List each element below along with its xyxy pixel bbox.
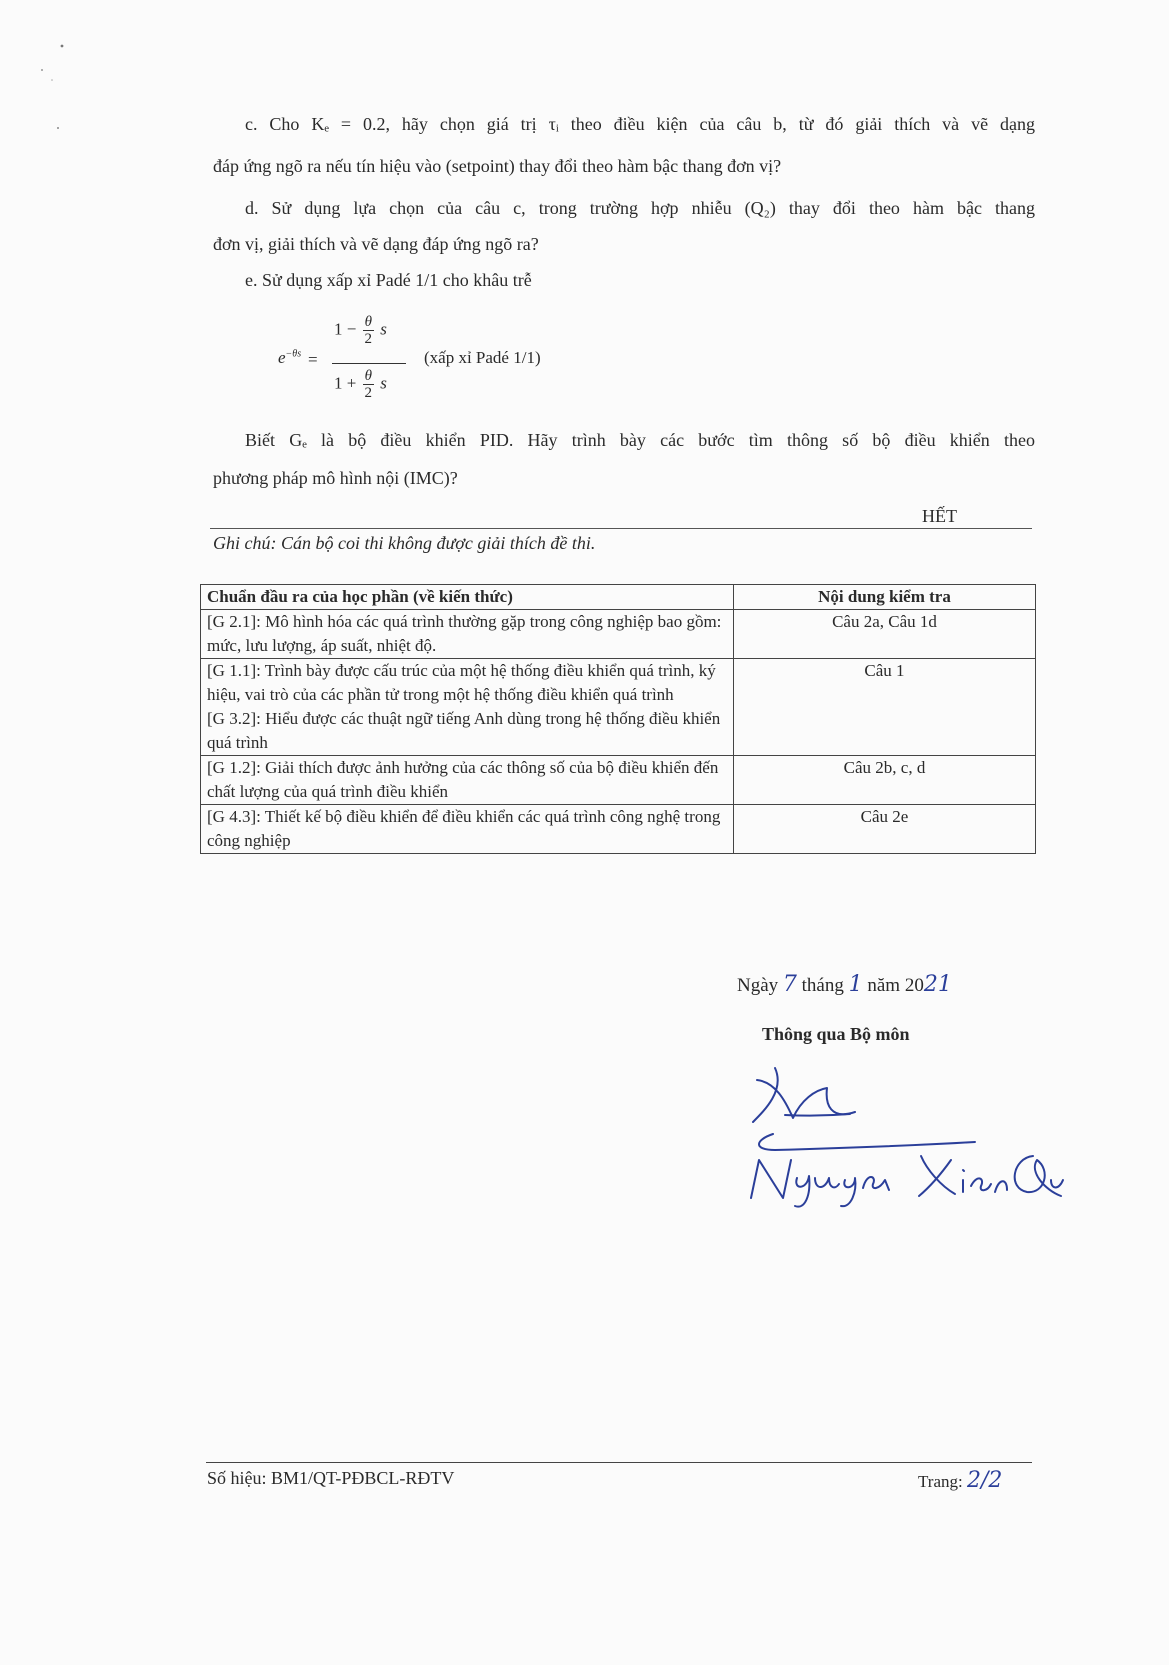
note: Ghi chú: Cán bộ coi thi không được giải thích đề thi. xyxy=(213,533,596,553)
outcomes-table xyxy=(200,584,1036,854)
table-row xyxy=(201,610,1036,659)
table-header-row xyxy=(201,585,1036,610)
end-mark: HẾT xyxy=(922,506,957,526)
formula-equals: = xyxy=(308,350,318,369)
question-d-line1: d. Sử dụng lựa chọn của câu c, trong trường hợp nhiễu (Q₂) thay đổi theo hàm bậc thang xyxy=(245,198,1035,218)
outcome-cell: [G 1.2]: Giải thích được ảnh hưởng của các thông số của bộ điều khiển đến chất lượng của quá trình điều khiển xyxy=(201,756,734,805)
footer-divider xyxy=(206,1462,1032,1463)
question-d-line2: đơn vị, giải thích và vẽ dạng đáp ứng ngõ ra? xyxy=(213,234,539,254)
question-e2-line1: Biết Gₑ là bộ điều khiển PID. Hãy trình bày các bước tìm thông số bộ điều khiển theo xyxy=(245,430,1035,450)
handwritten-day: 7 xyxy=(782,972,797,997)
handwritten-month: 1 xyxy=(848,972,863,997)
approval-label: Thông qua Bộ môn xyxy=(762,1024,910,1044)
content-cell: Câu 1 xyxy=(734,659,1036,756)
formula-numerator: 1 − $\frac{\theta}{2}$ s xyxy=(334,314,387,347)
table-row xyxy=(201,805,1036,854)
formula-denominator: 1 + $\frac{\theta}{2}$ s xyxy=(334,368,387,401)
content-cell: Câu 2a, Câu 1d xyxy=(734,610,1036,659)
scan-specks xyxy=(30,44,70,144)
question-e2-line2: phương pháp mô hình nội (IMC)? xyxy=(213,468,458,488)
formula-note: (xấp xỉ Padé 1/1) xyxy=(424,348,541,367)
outcome-cell: [G 4.3]: Thiết kế bộ điều khiển để điều khiển các quá trình công nghệ trong công nghiệp xyxy=(201,805,734,854)
pade-formula xyxy=(278,308,598,408)
question-e: e. Sử dụng xấp xỉ Padé 1/1 cho khâu trễ xyxy=(245,270,532,290)
form-code: Số hiệu: BM1/QT-PĐBCL-RĐTV xyxy=(207,1468,455,1488)
signature-date: Ngày 7 tháng 1 năm 2021 xyxy=(737,972,952,997)
table-header-content: Nội dung kiểm tra xyxy=(734,585,1036,610)
outcome-g32: [G 3.2]: Hiểu được các thuật ngữ tiếng Anh dùng trong hệ thống điều khiển quá trình xyxy=(207,709,721,752)
handwritten-page: 2/2 xyxy=(966,1468,1003,1493)
handwritten-signature xyxy=(745,1060,1085,1210)
outcome-cell: [G 2.1]: Mô hình hóa các quá trình thường gặp trong công nghiệp bao gồm: mức, lưu lượng, áp suất, nhiệt độ. xyxy=(201,610,734,659)
question-c-line2: đáp ứng ngõ ra nếu tín hiệu vào (setpoint) thay đổi theo hàm bậc thang đơn vị? xyxy=(213,156,782,176)
outcome-cell xyxy=(201,659,734,756)
divider xyxy=(210,528,1032,529)
table-row xyxy=(201,756,1036,805)
page-number: Trang: 2/2 xyxy=(918,1468,1003,1493)
formula-lhs: $e^{-\theta s}$ xyxy=(278,348,302,367)
content-cell: Câu 2b, c, d xyxy=(734,756,1036,805)
formula-fraction-bar xyxy=(332,363,406,364)
handwritten-year: 21 xyxy=(923,972,952,997)
content-cell: Câu 2e xyxy=(734,805,1036,854)
table-header-outcome: Chuẩn đầu ra của học phần (về kiến thức) xyxy=(201,585,734,610)
table-row xyxy=(201,659,1036,756)
outcome-g11: [G 1.1]: Trình bày được cấu trúc của một hệ thống điều khiển quá trình, ký hiệu, vai trò của các phần tử trong một hệ thống điều khiển quá trình xyxy=(207,661,716,704)
question-c-line1: c. Cho Kₑ = 0.2, hãy chọn giá trị τᵢ theo điều kiện của câu b, từ đó giải thích và vẽ dạng xyxy=(245,114,1035,134)
